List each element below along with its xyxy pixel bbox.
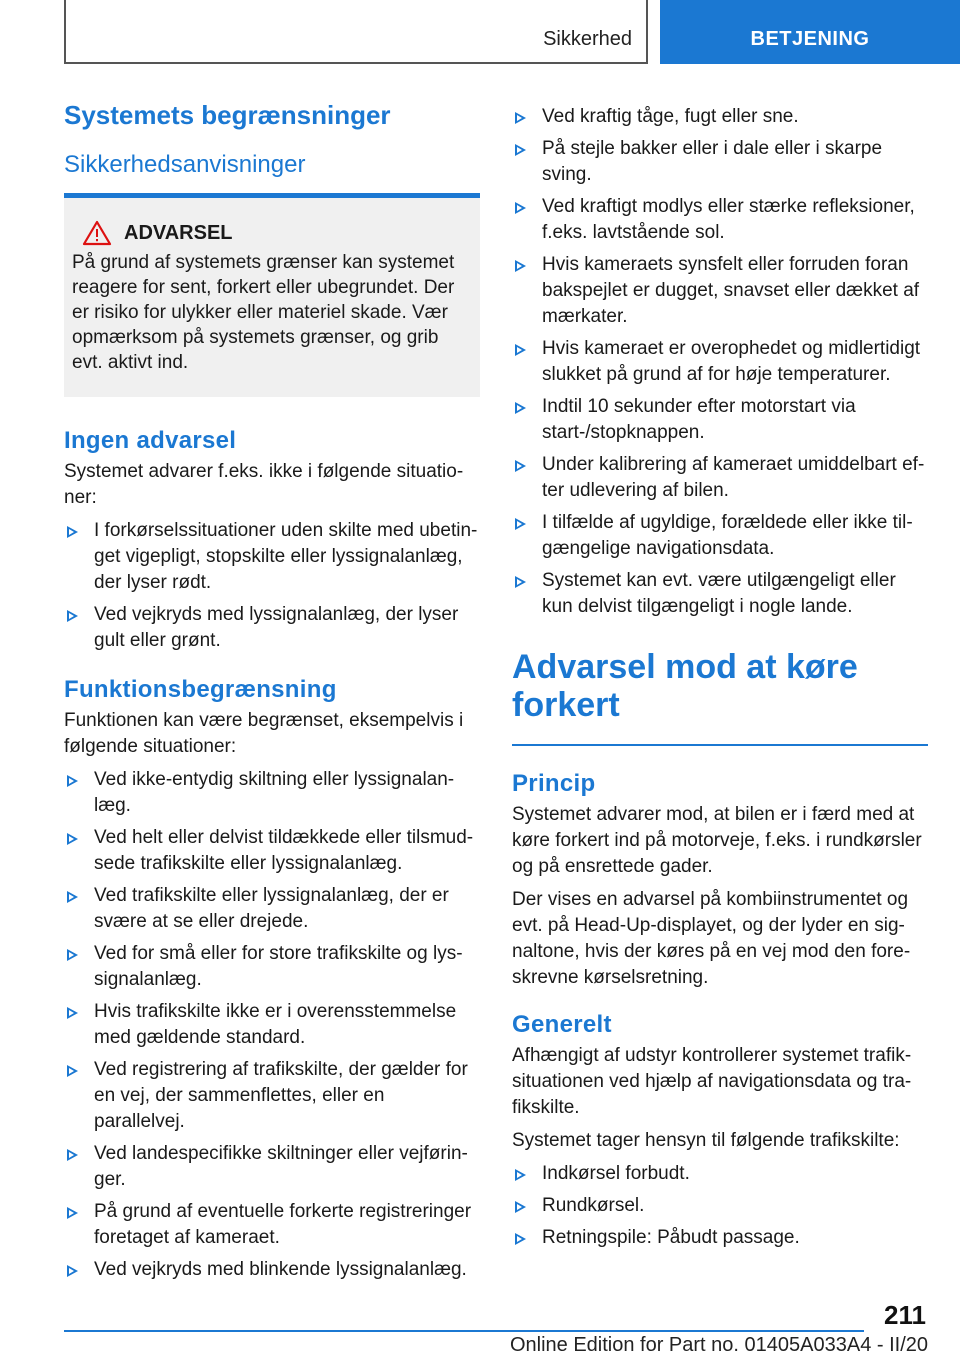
warning-box <box>64 193 480 397</box>
list-item: Ved ikke-entydig skiltning eller lyssignalan-læg. <box>64 767 480 819</box>
no-warning-heading: Ingen advarsel <box>64 427 237 454</box>
warning-title: ADVARSEL <box>124 221 233 244</box>
list-item: Systemet kan evt. være utilgængeligt eller kun delvist tilgængeligt i nogle lande. <box>512 568 928 620</box>
title-divider <box>512 744 928 746</box>
footer-divider <box>64 1330 864 1332</box>
triangle-bullet-icon <box>515 1201 526 1213</box>
limitation-heading: Funktionsbegrænsning <box>64 676 337 703</box>
list-item: Rundkørsel. <box>512 1193 928 1219</box>
limitation-list <box>64 767 480 1283</box>
list-item: På grund af eventuelle forkerte registreringer foretaget af kameraet. <box>64 1199 480 1251</box>
list-item: Indtil 10 sekunder efter motorstart via start-/stopknappen. <box>512 394 928 446</box>
triangle-bullet-icon <box>67 949 78 961</box>
triangle-bullet-icon <box>515 1169 526 1181</box>
triangle-bullet-icon <box>67 833 78 845</box>
section-tab-label: Sikkerhed <box>543 28 632 50</box>
triangle-bullet-icon <box>515 518 526 530</box>
general-paragraph-2: Systemet tager hensyn til følgende trafikskilte: <box>512 1130 900 1152</box>
triangle-bullet-icon <box>67 1065 78 1077</box>
list-item: Ved trafikskilte eller lyssignalanlæg, der er svære at se eller drejede. <box>64 883 480 935</box>
triangle-bullet-icon <box>515 1233 526 1245</box>
principle-paragraph-1: Systemet advarer mod, at bilen er i færd med at køre forkert ind på motorveje, f.eks. i rundkørsler og på ensrettede gader. <box>512 804 922 878</box>
triangle-bullet-icon <box>515 344 526 356</box>
triangle-bullet-icon <box>67 610 78 622</box>
left-column <box>64 100 480 1293</box>
principle-heading: Princip <box>512 770 596 798</box>
triangle-bullet-icon <box>515 202 526 214</box>
list-item: Ved landespecifikke skiltninger eller vejførin-ger. <box>64 1141 480 1193</box>
list-item: Ved vejkryds med lyssignalanlæg, der lyser gult eller grønt. <box>64 602 480 654</box>
triangle-bullet-icon <box>67 526 78 538</box>
triangle-bullet-icon <box>515 460 526 472</box>
limitation-intro: Funktionen kan være begrænset, eksempelvis i følgende situationer: <box>64 710 464 757</box>
page-title: Systemets begrænsninger <box>64 100 391 130</box>
list-item: Ved kraftigt modlys eller stærke refleksioner, f.eks. lavtstående sol. <box>512 194 928 246</box>
triangle-bullet-icon <box>67 891 78 903</box>
traffic-signs-list <box>512 1161 928 1251</box>
list-item: På stejle bakker eller i dale eller i skarpe sving. <box>512 136 928 188</box>
list-item: Retningspile: Påbudt passage. <box>512 1225 928 1251</box>
header-section-tab <box>64 0 648 64</box>
triangle-bullet-icon <box>67 1265 78 1277</box>
triangle-bullet-icon <box>515 576 526 588</box>
list-item: Ved for små eller for store trafikskilte og lys-signalanlæg. <box>64 941 480 993</box>
limitation-list-continued <box>512 104 928 620</box>
warning-triangle-icon <box>82 220 112 246</box>
page-number: 211 <box>884 1300 926 1330</box>
triangle-bullet-icon <box>515 144 526 156</box>
header-chapter-tab[interactable] <box>660 0 960 64</box>
footer-edition: Online Edition for Part no. 01405A033A4 - II/20 <box>509 1334 928 1356</box>
triangle-bullet-icon <box>515 112 526 124</box>
list-item: I forkørselssituationer uden skilte med ubetin-get vigepligt, stopskilte eller lyssignalanlæg, der lyser rødt. <box>64 518 480 596</box>
no-warning-intro: Systemet advarer f.eks. ikke i følgende situatio-ner: <box>64 461 464 508</box>
no-warning-list <box>64 518 480 654</box>
right-column <box>512 104 928 1261</box>
warning-text: På grund af systemets grænser kan systemet reagere for sent, forkert eller ubegrundet. Der er risiko for ulykker eller materiel skade. Vær opmærksom på systemets grænser, og grib evt. aktivt ind. <box>72 252 455 373</box>
list-item: Indkørsel forbudt. <box>512 1161 928 1187</box>
triangle-bullet-icon <box>67 1207 78 1219</box>
triangle-bullet-icon <box>67 1007 78 1019</box>
list-item: Ved vejkryds med blinkende lyssignalanlæg. <box>64 1257 480 1283</box>
wrong-way-title: Advarsel mod at køre forkert <box>512 648 858 725</box>
general-heading: Generelt <box>512 1011 612 1039</box>
list-item: Hvis kameraet er overophedet og midlertidigt slukket på grund af for høje temperaturer. <box>512 336 928 388</box>
list-item: I tilfælde af ugyldige, forældede eller ikke til-gængelige navigationsdata. <box>512 510 928 562</box>
list-item: Ved kraftig tåge, fugt eller sne. <box>512 104 928 130</box>
chapter-tab-label: BETJENING <box>750 28 870 50</box>
principle-paragraph-2: Der vises en advarsel på kombiinstrumentet og evt. på Head-Up-displayet, og der lyder en sig-naltone, hvis der køres på en vej mod den fore-skrevne kørselsretning. <box>512 889 911 989</box>
list-item: Ved helt eller delvist tildækkede eller tilsmud-sede trafikskilte eller lyssignalanlæg. <box>64 825 480 877</box>
list-item: Hvis kameraets synsfelt eller forruden foran bakspejlet er dugget, snavset eller dækket af mærkater. <box>512 252 928 330</box>
triangle-bullet-icon <box>515 260 526 272</box>
general-paragraph-1: Afhængigt af udstyr kontrollerer systemet trafik-situationen ved hjælp af navigationsdata og tra-fikskilte. <box>512 1045 912 1119</box>
list-item: Hvis trafikskilte ikke er i overensstemmelse med gældende standard. <box>64 999 480 1051</box>
list-item: Under kalibrering af kameraet umiddelbart ef-ter udlevering af bilen. <box>512 452 928 504</box>
triangle-bullet-icon <box>67 775 78 787</box>
safety-subtitle: Sikkerhedsanvisninger <box>64 151 306 178</box>
triangle-bullet-icon <box>515 402 526 414</box>
triangle-bullet-icon <box>67 1149 78 1161</box>
list-item: Ved registrering af trafikskilte, der gælder for en vej, der sammenflettes, eller en parallelvej. <box>64 1057 480 1135</box>
